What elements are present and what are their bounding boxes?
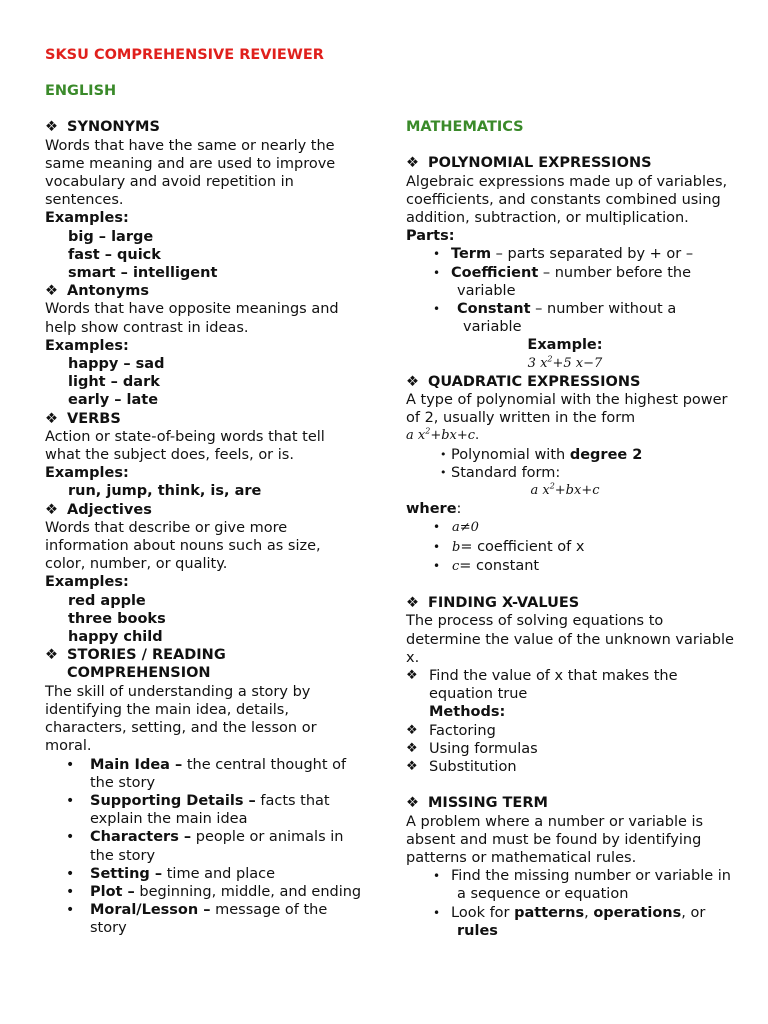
- adjectives-description: Words that describe or give more information about nouns such as size, color, number, or quality.: [45, 519, 321, 573]
- english-heading: ENGLISH: [45, 83, 117, 99]
- example-item: three books: [68, 610, 166, 627]
- example-label: Example:: [527, 337, 603, 354]
- example-item: run, jump, think, is, are: [68, 483, 262, 500]
- list-item: • Characters – people or animals in the story: [45, 828, 365, 864]
- document-title: SKSU COMPREHENSIVE REVIEWER: [45, 47, 324, 63]
- diamond-bullet-icon: ❖: [406, 373, 419, 390]
- synonyms-heading: ❖ SYNONYMS: [45, 119, 160, 136]
- missing-term-description: A problem where a number or variable is absent and must be found by identifying patterns or mathematical rules.: [406, 813, 704, 867]
- list-item: ❖ Using formulas: [406, 740, 736, 758]
- list-item: • Setting – time and place: [45, 865, 365, 883]
- quadratic-form-formula: a $x^2+bx+c$.: [406, 427, 480, 444]
- list-item: • Look for patterns, operations, or rules: [406, 904, 736, 940]
- where-list: [406, 518, 736, 576]
- diamond-bullet-icon: ❖: [45, 119, 58, 136]
- methods-label: Methods:: [429, 704, 506, 721]
- verbs-description: Action or state-of-being words that tell what the subject does, feels, or is.: [45, 428, 325, 464]
- list-item: • Main Idea – the central thought of the story: [45, 756, 365, 792]
- list-item: • Term – parts separated by + or –: [406, 245, 736, 263]
- example-item: big – large: [68, 228, 154, 245]
- story-elements-list: [45, 756, 365, 938]
- stories-heading: ❖ STORIES / READING COMPREHENSION: [45, 647, 226, 682]
- list-item: • Supporting Details – facts that explain the main idea: [45, 792, 365, 828]
- list-item: ❖ Find the value of x that makes the equation true: [406, 667, 736, 703]
- list-item: • Polynomial with degree 2: [406, 446, 736, 464]
- verbs-heading: ❖ VERBS: [45, 410, 121, 427]
- list-item: ❖ Substitution: [406, 758, 736, 776]
- examples-label: Examples:: [45, 574, 129, 591]
- quadratic-description: A type of polynomial with the highest power of 2, usually written in the form: [406, 392, 728, 427]
- diamond-bullet-icon: ❖: [406, 155, 419, 172]
- diamond-bullet-icon: ❖: [45, 410, 58, 427]
- list-item: • Constant – number without a variable: [406, 300, 736, 336]
- finding-x-list: [406, 667, 736, 703]
- list-item: • b= coefficient of x: [406, 538, 736, 557]
- antonyms-heading: ❖ Antonyms: [45, 283, 149, 300]
- examples-label: Examples:: [45, 337, 129, 354]
- antonyms-description: Words that have opposite meanings and help show contrast in ideas.: [45, 301, 339, 336]
- list-item: • Coefficient – number before the variable: [406, 264, 736, 300]
- mathematics-column: [406, 118, 736, 940]
- list-item: • Moral/Lesson – message of the story: [45, 901, 365, 937]
- diamond-bullet-icon: ❖: [45, 501, 58, 518]
- example-item: fast – quick: [68, 246, 161, 263]
- list-item: • Plot – beginning, middle, and ending: [45, 883, 365, 901]
- examples-label: Examples:: [45, 210, 129, 227]
- finding-x-heading: ❖ FINDING X-VALUES: [406, 595, 580, 612]
- list-item: ❖ Factoring: [406, 722, 736, 740]
- synonyms-description: Words that have the same or nearly the same meaning and are used to improve vocabulary and avoid repetition in sentences.: [45, 137, 336, 209]
- standard-form-formula: a $x^2+bx+c$: [530, 481, 600, 499]
- example-item: happy – sad: [68, 356, 165, 373]
- polynomial-description: Algebraic expressions made up of variables, coefficients, and constants combined using addition, subtraction, or multiplication.: [406, 173, 728, 226]
- stories-description: The skill of understanding a story by identifying the main idea, details, characters, setting, and the lesson or moral.: [45, 683, 317, 755]
- examples-label: Examples:: [45, 465, 129, 482]
- diamond-bullet-icon: ❖: [45, 647, 58, 664]
- list-item: • c= constant: [406, 557, 736, 576]
- finding-x-description: The process of solving equations to determine the value of the unknown variable x.: [406, 613, 734, 666]
- methods-list: [406, 722, 736, 777]
- polynomial-heading: ❖ POLYNOMIAL EXPRESSIONS: [406, 155, 652, 172]
- example-item: light – dark: [68, 374, 160, 391]
- example-item: happy child: [68, 629, 163, 646]
- parts-label: Parts:: [406, 228, 455, 245]
- list-item: • a≠0: [406, 518, 736, 537]
- adjectives-heading: ❖ Adjectives: [45, 501, 152, 518]
- missing-term-list: [406, 867, 736, 940]
- example-item: early – late: [68, 392, 159, 409]
- list-item: • Find the missing number or variable in a sequence or equation: [406, 867, 736, 903]
- example-item: smart – intelligent: [68, 265, 218, 282]
- missing-term-heading: ❖ MISSING TERM: [406, 795, 548, 812]
- example-item: red apple: [68, 592, 146, 609]
- english-column: [45, 82, 365, 938]
- polynomial-parts-list: [406, 245, 736, 336]
- list-item: • Standard form:: [406, 464, 736, 482]
- diamond-bullet-icon: ❖: [406, 795, 419, 812]
- quadratic-heading: ❖ QUADRATIC EXPRESSIONS: [406, 373, 641, 390]
- diamond-bullet-icon: ❖: [406, 595, 419, 612]
- diamond-bullet-icon: ❖: [45, 283, 58, 300]
- mathematics-heading: MATHEMATICS: [406, 119, 524, 135]
- polynomial-example-formula: 3 $x^2+5$ x−7: [527, 354, 603, 371]
- where-label: where:: [406, 501, 462, 518]
- quadratic-points-list: [406, 446, 736, 482]
